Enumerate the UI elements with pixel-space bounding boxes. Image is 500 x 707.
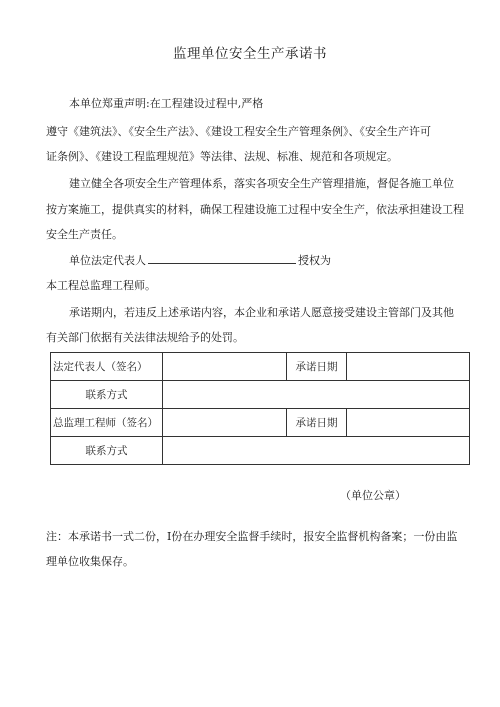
note-line2: 理单位收集保存。 — [46, 555, 134, 568]
legal-rep-signature-field[interactable] — [163, 353, 287, 381]
table-row — [51, 381, 470, 409]
chief-engineer-signature-field[interactable] — [163, 409, 287, 437]
unit-seal-text: （单位公章） — [340, 489, 406, 502]
representative-name-blank[interactable] — [148, 253, 296, 264]
authorize-suffix: 授权为 — [298, 254, 331, 267]
authorizer-label: 单位法定代表人 — [69, 254, 146, 267]
commit-date-label-2: 承诺日期 — [287, 409, 347, 437]
chief-engineer-contact-label: 联系方式 — [51, 437, 163, 465]
table-row — [51, 353, 470, 381]
table-row — [51, 437, 470, 465]
para2-line1: 建立健全各项安全生产管理体系，落实各项安全生产管理措施，督促各施工单位 — [69, 177, 454, 190]
chief-engineer-signature-label: 总监理工程师（签名） — [51, 409, 163, 437]
para1-line2: 遵守《建筑法》、《安全生产法》、《建设工程安全生产管理条例》、《安全生产许可 — [46, 125, 431, 138]
para4-line2: 有关部门依据有关法律法规给予的处罚。 — [46, 331, 244, 344]
signature-table — [50, 352, 470, 465]
document-title: 监理单位安全生产承诺书 — [173, 46, 327, 62]
para3-line1 — [69, 253, 331, 268]
para1-line3: 证条例》、《建设工程监理规范》等法律、法规、标准、规范和各项规定。 — [46, 150, 398, 163]
para4-line1: 承诺期内，若违反上述承诺内容，本企业和承诺人愿意接受建设主管部门及其他 — [69, 306, 454, 319]
legal-rep-contact-label: 联系方式 — [51, 381, 163, 409]
para2-line2: 按方案施工，提供真实的材料，确保工程建设施工过程中安全生产，依法承担建设工程 — [46, 203, 464, 216]
para1-line1: 本单位郑重声明:在工程建设过程中,严格 — [69, 97, 264, 110]
legal-rep-date-field[interactable] — [347, 353, 470, 381]
chief-engineer-contact-field[interactable] — [163, 437, 470, 465]
table-row — [51, 409, 470, 437]
para2-line3: 安全生产责任。 — [46, 228, 123, 241]
legal-rep-signature-label: 法定代表人（签名） — [51, 353, 163, 381]
legal-rep-contact-field[interactable] — [163, 381, 470, 409]
commit-date-label: 承诺日期 — [287, 353, 347, 381]
note-line1: 注：本承诺书一式二份，I份在办理安全监督手续时，报安全监督机构备案；一份由监 — [46, 530, 458, 543]
chief-engineer-date-field[interactable] — [347, 409, 470, 437]
para3-line2: 本工程总监理工程师。 — [46, 279, 156, 292]
